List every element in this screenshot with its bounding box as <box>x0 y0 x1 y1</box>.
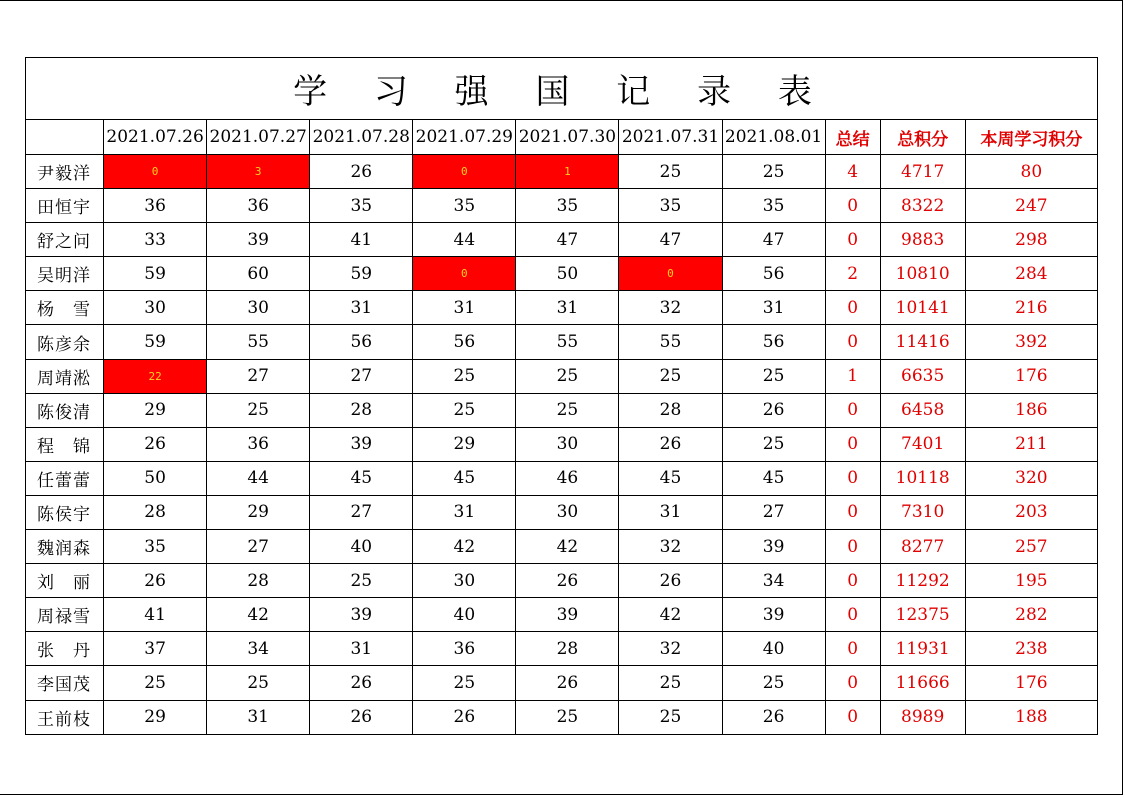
student-name: 陈俊清 <box>26 393 104 427</box>
header-date-6: 2021.07.31 <box>619 120 722 155</box>
student-name: 周禄雪 <box>26 598 104 632</box>
score-cell: 26 <box>310 155 413 189</box>
student-name: 任蕾蕾 <box>26 461 104 495</box>
student-name: 程 锦 <box>26 427 104 461</box>
table-row <box>26 632 1098 666</box>
weekly-score-cell: 284 <box>965 257 1097 291</box>
score-cell: 28 <box>207 564 310 598</box>
score-cell: 31 <box>310 632 413 666</box>
total-score-cell: 4717 <box>880 155 965 189</box>
table-row <box>26 291 1098 325</box>
total-score-cell: 9883 <box>880 223 965 257</box>
score-cell: 41 <box>104 598 207 632</box>
summary-cell: 0 <box>825 564 880 598</box>
score-cell: 50 <box>104 461 207 495</box>
score-cell: 25 <box>516 700 619 734</box>
score-cell: 26 <box>619 427 722 461</box>
score-cell: 25 <box>413 393 516 427</box>
table-row <box>26 359 1098 393</box>
score-cell: 32 <box>619 291 722 325</box>
score-cell: 35 <box>413 189 516 223</box>
score-cell-missed: 0 <box>413 155 516 189</box>
summary-cell: 0 <box>825 223 880 257</box>
summary-cell: 1 <box>825 359 880 393</box>
score-cell: 31 <box>413 495 516 529</box>
total-score-cell: 7401 <box>880 427 965 461</box>
table-row <box>26 325 1098 359</box>
score-cell: 25 <box>413 359 516 393</box>
score-cell: 31 <box>207 700 310 734</box>
score-cell: 35 <box>516 189 619 223</box>
weekly-score-cell: 188 <box>965 700 1097 734</box>
table-row <box>26 598 1098 632</box>
score-cell: 45 <box>413 461 516 495</box>
weekly-score-cell: 247 <box>965 189 1097 223</box>
score-cell: 42 <box>516 530 619 564</box>
score-cell: 36 <box>104 189 207 223</box>
score-cell: 25 <box>722 359 825 393</box>
score-cell: 56 <box>310 325 413 359</box>
table-row <box>26 495 1098 529</box>
score-cell: 25 <box>619 359 722 393</box>
score-cell: 42 <box>413 530 516 564</box>
score-cell-missed: 0 <box>619 257 722 291</box>
score-cell: 26 <box>619 564 722 598</box>
score-cell: 27 <box>310 359 413 393</box>
score-cell: 26 <box>310 666 413 700</box>
score-cell: 39 <box>207 223 310 257</box>
score-cell: 56 <box>413 325 516 359</box>
header-summary: 总结 <box>825 120 880 155</box>
weekly-score-cell: 392 <box>965 325 1097 359</box>
summary-cell: 0 <box>825 325 880 359</box>
student-name: 刘 丽 <box>26 564 104 598</box>
score-cell: 39 <box>310 598 413 632</box>
score-cell: 27 <box>722 495 825 529</box>
score-cell: 41 <box>310 223 413 257</box>
table-row <box>26 461 1098 495</box>
score-cell: 27 <box>310 495 413 529</box>
total-score-cell: 8277 <box>880 530 965 564</box>
score-cell: 45 <box>722 461 825 495</box>
total-score-cell: 11416 <box>880 325 965 359</box>
weekly-score-cell: 211 <box>965 427 1097 461</box>
score-cell-missed: 22 <box>104 359 207 393</box>
score-cell: 31 <box>619 495 722 529</box>
score-cell: 27 <box>207 359 310 393</box>
student-name: 陈彦余 <box>26 325 104 359</box>
score-cell: 39 <box>516 598 619 632</box>
summary-cell: 0 <box>825 530 880 564</box>
total-score-cell: 6635 <box>880 359 965 393</box>
score-cell: 35 <box>310 189 413 223</box>
score-cell: 31 <box>516 291 619 325</box>
score-cell: 45 <box>310 461 413 495</box>
header-name <box>26 120 104 155</box>
score-cell: 47 <box>722 223 825 257</box>
score-cell: 26 <box>722 393 825 427</box>
table-row <box>26 155 1098 189</box>
student-name: 吴明洋 <box>26 257 104 291</box>
table-row <box>26 189 1098 223</box>
score-cell: 32 <box>619 530 722 564</box>
score-cell: 25 <box>310 564 413 598</box>
score-cell: 26 <box>310 700 413 734</box>
student-name: 王前枝 <box>26 700 104 734</box>
table-title: 学 习 强 国 记 录 表 <box>26 58 1098 120</box>
header-total: 总积分 <box>880 120 965 155</box>
score-cell-missed: 0 <box>413 257 516 291</box>
student-name: 杨 雪 <box>26 291 104 325</box>
total-score-cell: 11292 <box>880 564 965 598</box>
weekly-score-cell: 282 <box>965 598 1097 632</box>
score-cell: 31 <box>722 291 825 325</box>
weekly-score-cell: 186 <box>965 393 1097 427</box>
score-cell: 26 <box>104 427 207 461</box>
score-cell: 39 <box>722 598 825 632</box>
table-row <box>26 257 1098 291</box>
score-cell: 31 <box>413 291 516 325</box>
score-cell: 40 <box>413 598 516 632</box>
student-name: 田恒宇 <box>26 189 104 223</box>
score-cell: 45 <box>619 461 722 495</box>
weekly-score-cell: 216 <box>965 291 1097 325</box>
score-cell: 28 <box>104 495 207 529</box>
score-cell: 26 <box>413 700 516 734</box>
summary-cell: 2 <box>825 257 880 291</box>
score-cell: 25 <box>104 666 207 700</box>
score-cell: 29 <box>207 495 310 529</box>
total-score-cell: 8322 <box>880 189 965 223</box>
summary-cell: 0 <box>825 632 880 666</box>
score-cell: 55 <box>516 325 619 359</box>
score-cell: 30 <box>516 427 619 461</box>
score-cell: 28 <box>310 393 413 427</box>
total-score-cell: 11931 <box>880 632 965 666</box>
weekly-score-cell: 195 <box>965 564 1097 598</box>
score-cell: 30 <box>207 291 310 325</box>
score-cell: 25 <box>207 666 310 700</box>
score-cell: 59 <box>104 257 207 291</box>
score-cell: 25 <box>619 700 722 734</box>
score-cell: 26 <box>722 700 825 734</box>
weekly-score-cell: 238 <box>965 632 1097 666</box>
score-cell: 34 <box>722 564 825 598</box>
weekly-score-cell: 257 <box>965 530 1097 564</box>
score-cell: 30 <box>413 564 516 598</box>
score-cell: 56 <box>722 325 825 359</box>
score-cell-missed: 1 <box>516 155 619 189</box>
score-cell: 37 <box>104 632 207 666</box>
score-cell: 28 <box>516 632 619 666</box>
score-cell: 26 <box>516 564 619 598</box>
summary-cell: 0 <box>825 189 880 223</box>
score-cell: 30 <box>104 291 207 325</box>
total-score-cell: 10141 <box>880 291 965 325</box>
score-cell: 42 <box>619 598 722 632</box>
score-cell: 44 <box>207 461 310 495</box>
score-cell: 36 <box>207 427 310 461</box>
score-cell: 39 <box>310 427 413 461</box>
score-cell: 25 <box>413 666 516 700</box>
weekly-score-cell: 320 <box>965 461 1097 495</box>
score-cell: 25 <box>619 155 722 189</box>
score-cell: 35 <box>619 189 722 223</box>
student-name: 魏润森 <box>26 530 104 564</box>
table-row <box>26 223 1098 257</box>
score-cell: 36 <box>413 632 516 666</box>
score-cell: 44 <box>413 223 516 257</box>
score-cell: 25 <box>619 666 722 700</box>
score-cell: 30 <box>516 495 619 529</box>
table-row <box>26 666 1098 700</box>
score-cell: 34 <box>207 632 310 666</box>
score-cell: 36 <box>207 189 310 223</box>
weekly-score-cell: 203 <box>965 495 1097 529</box>
score-cell: 25 <box>722 427 825 461</box>
header-weekly: 本周学习积分 <box>965 120 1097 155</box>
score-cell: 29 <box>413 427 516 461</box>
summary-cell: 4 <box>825 155 880 189</box>
header-date-4: 2021.07.29 <box>413 120 516 155</box>
score-cell: 40 <box>722 632 825 666</box>
score-cell: 33 <box>104 223 207 257</box>
summary-cell: 0 <box>825 495 880 529</box>
score-cell: 46 <box>516 461 619 495</box>
score-cell: 60 <box>207 257 310 291</box>
score-cell-missed: 3 <box>207 155 310 189</box>
student-name: 舒之问 <box>26 223 104 257</box>
study-record-table <box>25 57 1098 735</box>
score-cell: 29 <box>104 700 207 734</box>
total-score-cell: 12375 <box>880 598 965 632</box>
score-cell: 47 <box>516 223 619 257</box>
student-name: 张 丹 <box>26 632 104 666</box>
score-cell: 55 <box>619 325 722 359</box>
score-cell: 25 <box>516 359 619 393</box>
score-cell: 26 <box>104 564 207 598</box>
header-date-7: 2021.08.01 <box>722 120 825 155</box>
summary-cell: 0 <box>825 700 880 734</box>
total-score-cell: 8989 <box>880 700 965 734</box>
score-cell: 42 <box>207 598 310 632</box>
score-cell: 59 <box>104 325 207 359</box>
total-score-cell: 7310 <box>880 495 965 529</box>
weekly-score-cell: 80 <box>965 155 1097 189</box>
total-score-cell: 11666 <box>880 666 965 700</box>
table-body <box>26 155 1098 735</box>
table-row <box>26 564 1098 598</box>
score-cell-missed: 0 <box>104 155 207 189</box>
summary-cell: 0 <box>825 598 880 632</box>
score-cell: 26 <box>516 666 619 700</box>
score-cell: 25 <box>722 666 825 700</box>
score-cell: 27 <box>207 530 310 564</box>
header-date-2: 2021.07.27 <box>207 120 310 155</box>
summary-cell: 0 <box>825 666 880 700</box>
total-score-cell: 10118 <box>880 461 965 495</box>
weekly-score-cell: 298 <box>965 223 1097 257</box>
student-name: 周靖淞 <box>26 359 104 393</box>
table-row <box>26 393 1098 427</box>
header-date-1: 2021.07.26 <box>104 120 207 155</box>
score-cell: 47 <box>619 223 722 257</box>
score-cell: 25 <box>722 155 825 189</box>
score-cell: 31 <box>310 291 413 325</box>
summary-cell: 0 <box>825 427 880 461</box>
table-row <box>26 427 1098 461</box>
score-cell: 25 <box>207 393 310 427</box>
header-row <box>26 120 1098 155</box>
summary-cell: 0 <box>825 461 880 495</box>
score-cell: 50 <box>516 257 619 291</box>
score-cell: 39 <box>722 530 825 564</box>
header-date-5: 2021.07.30 <box>516 120 619 155</box>
summary-cell: 0 <box>825 291 880 325</box>
score-cell: 28 <box>619 393 722 427</box>
score-cell: 59 <box>310 257 413 291</box>
total-score-cell: 6458 <box>880 393 965 427</box>
student-name: 李国茂 <box>26 666 104 700</box>
score-cell: 35 <box>722 189 825 223</box>
student-name: 尹毅洋 <box>26 155 104 189</box>
table-row <box>26 530 1098 564</box>
score-cell: 25 <box>516 393 619 427</box>
total-score-cell: 10810 <box>880 257 965 291</box>
header-date-3: 2021.07.28 <box>310 120 413 155</box>
summary-cell: 0 <box>825 393 880 427</box>
weekly-score-cell: 176 <box>965 359 1097 393</box>
student-name: 陈侯宇 <box>26 495 104 529</box>
score-cell: 56 <box>722 257 825 291</box>
score-cell: 40 <box>310 530 413 564</box>
score-cell: 35 <box>104 530 207 564</box>
score-cell: 55 <box>207 325 310 359</box>
score-cell: 29 <box>104 393 207 427</box>
table-row <box>26 700 1098 734</box>
weekly-score-cell: 176 <box>965 666 1097 700</box>
score-cell: 32 <box>619 632 722 666</box>
